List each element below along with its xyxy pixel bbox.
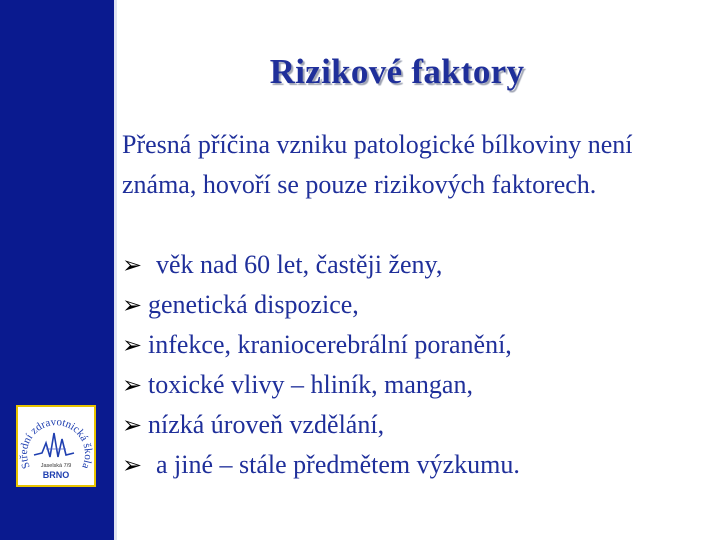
bullet-text: toxické vlivy – hliník, mangan, bbox=[148, 370, 473, 399]
list-item bbox=[122, 285, 712, 325]
logo-address: Jaselská 7/9 bbox=[40, 463, 72, 469]
bullet-text: nízká úroveň vzdělání, bbox=[148, 410, 385, 439]
logo-city: BRNO bbox=[42, 470, 70, 480]
logo-ring-textpath: Střední zdravotnická škola bbox=[17, 416, 95, 471]
list-item bbox=[122, 365, 712, 405]
arrow-bullet-icon: ➢ bbox=[122, 331, 143, 359]
list-item bbox=[122, 405, 712, 445]
school-logo bbox=[16, 405, 96, 487]
bullet-text: a jiné – stále předmětem výzkumu. bbox=[156, 450, 520, 479]
bullet-text: infekce, kraniocerebrální poranění, bbox=[148, 330, 512, 359]
list-item bbox=[122, 245, 712, 285]
bullet-text: genetická dispozice, bbox=[148, 290, 359, 319]
arrow-bullet-icon: ➢ bbox=[122, 371, 143, 399]
list-item bbox=[122, 445, 712, 485]
arrow-bullet-icon: ➢ bbox=[122, 291, 143, 319]
slide-title: Rizikové faktory bbox=[269, 52, 525, 91]
slide-intro-text: Přesná příčina vzniku patologické bílkoviny není známa, hovoří se pouze rizikových faktorech. bbox=[122, 130, 633, 199]
risk-factor-list bbox=[122, 245, 712, 485]
arrow-bullet-icon: ➢ bbox=[122, 251, 143, 279]
list-item bbox=[122, 325, 712, 365]
bullet-text: věk nad 60 let, častěji ženy, bbox=[156, 250, 443, 279]
arrow-bullet-icon: ➢ bbox=[122, 411, 143, 439]
arrow-bullet-icon: ➢ bbox=[122, 451, 143, 479]
